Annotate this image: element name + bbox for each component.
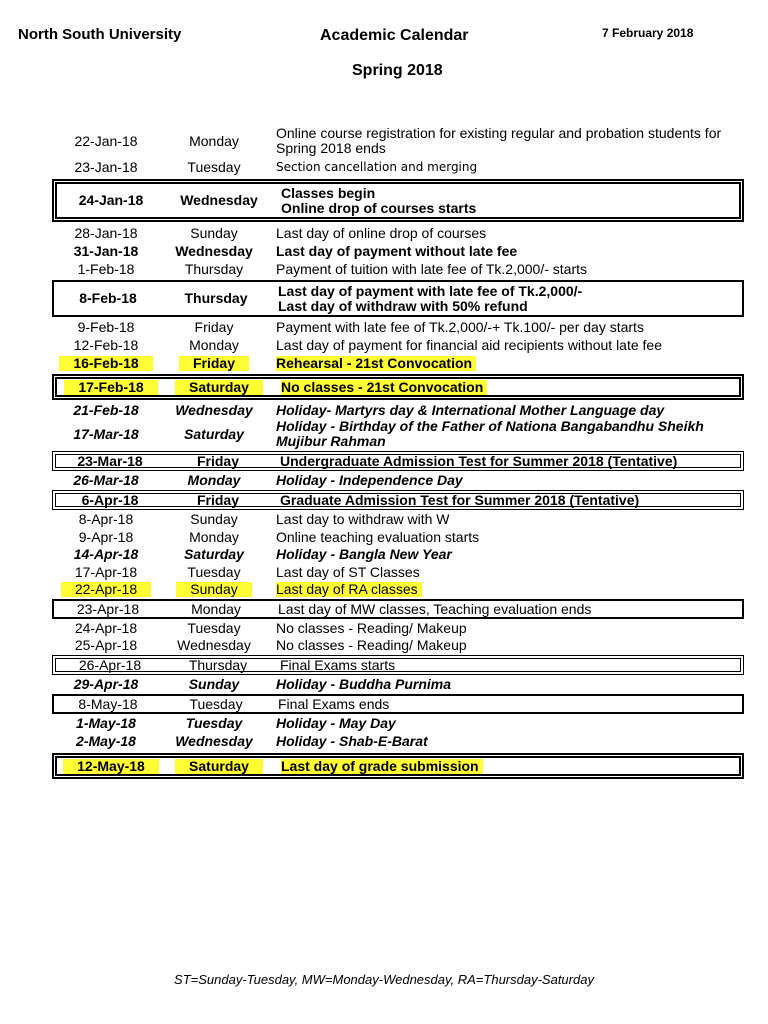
day-cell xyxy=(160,242,268,260)
calendar-row xyxy=(52,510,744,528)
calendar-row xyxy=(52,336,744,354)
calendar-row xyxy=(52,451,744,471)
event-cell-text: Online course registration for existing regular and probation students for Spring 2018 ends xyxy=(276,125,722,156)
day-cell-text: Tuesday xyxy=(185,714,243,731)
date-cell xyxy=(57,758,165,774)
calendar-row xyxy=(52,490,744,510)
day-cell-text: Friday xyxy=(196,452,239,469)
term-title: Spring 2018 xyxy=(352,62,443,79)
day-cell-text: Tuesday xyxy=(189,695,243,712)
day-cell xyxy=(160,123,268,159)
event-cell xyxy=(281,758,747,774)
document-date: 7 February 2018 xyxy=(602,26,694,40)
event-cell xyxy=(280,491,746,508)
document-title: Academic Calendar xyxy=(320,27,469,44)
calendar-row xyxy=(52,619,744,637)
date-cell xyxy=(52,159,160,176)
date-cell xyxy=(52,123,160,159)
event-cell xyxy=(278,601,744,617)
event-cell-text: Last day of online drop of courses xyxy=(276,224,487,241)
day-cell-text: Tuesday xyxy=(187,563,241,580)
date-cell-text: 24-Jan-18 xyxy=(78,192,144,208)
day-cell xyxy=(165,379,273,395)
event-cell xyxy=(276,714,742,732)
event-cell-text: Last day to withdraw with W xyxy=(276,510,450,527)
day-cell xyxy=(165,184,273,217)
event-cell-text: Last day of payment without late fee xyxy=(276,242,518,259)
calendar-row xyxy=(52,419,744,449)
day-cell-text: Saturday xyxy=(184,425,244,442)
day-cell xyxy=(160,318,268,336)
day-cell-text: Sunday xyxy=(176,582,251,597)
date-cell-text: 23-Mar-18 xyxy=(77,452,143,469)
event-cell-text: Last day of ST Classes xyxy=(276,563,420,580)
date-cell xyxy=(56,452,164,469)
event-cell xyxy=(276,732,742,750)
date-cell-text: 6-Apr-18 xyxy=(81,491,139,508)
date-cell xyxy=(52,419,160,449)
day-cell-text: Thursday xyxy=(184,290,248,306)
event-cell xyxy=(276,636,742,654)
event-cell-text: Holiday - Buddha Purnima xyxy=(276,675,452,692)
event-cell xyxy=(276,336,742,354)
date-cell xyxy=(52,471,160,489)
event-cell-text: Classes begin Online drop of courses starts xyxy=(281,184,477,216)
event-cell xyxy=(281,379,747,395)
date-cell-text: 16-Feb-18 xyxy=(59,356,152,371)
day-cell xyxy=(160,336,268,354)
calendar-row xyxy=(52,318,744,336)
date-cell xyxy=(56,656,164,673)
day-cell xyxy=(164,452,272,469)
date-cell-text: 12-May-18 xyxy=(63,759,159,774)
event-cell xyxy=(276,242,742,260)
day-cell-text: Monday xyxy=(189,336,239,353)
calendar-row xyxy=(52,159,744,176)
day-cell xyxy=(160,471,268,489)
date-cell-text: 8-May-18 xyxy=(78,695,138,712)
date-cell-text: 9-Apr-18 xyxy=(78,528,134,545)
day-cell-text: Wednesday xyxy=(177,636,251,653)
event-cell-text: Final Exams starts xyxy=(280,656,396,673)
calendar-row xyxy=(52,401,744,419)
calendar-row xyxy=(52,655,744,675)
date-cell xyxy=(54,696,162,712)
calendar-row xyxy=(52,675,744,693)
date-cell xyxy=(56,491,164,508)
date-cell-text: 9-Feb-18 xyxy=(77,318,135,335)
calendar-row xyxy=(52,753,744,779)
calendar-row xyxy=(52,580,744,598)
date-cell-text: 2-May-18 xyxy=(76,732,136,749)
date-cell-text: 17-Mar-18 xyxy=(73,425,139,442)
date-cell-text: 17-Feb-18 xyxy=(64,380,157,395)
date-cell xyxy=(52,336,160,354)
calendar-row xyxy=(52,599,744,619)
calendar-row xyxy=(52,732,744,750)
date-cell-text: 1-Feb-18 xyxy=(77,260,135,277)
event-cell xyxy=(276,471,742,489)
date-cell xyxy=(52,732,160,750)
event-cell xyxy=(276,580,742,598)
event-cell-text: Payment of tuition with late fee of Tk.2,000/- starts xyxy=(276,260,588,277)
day-cell-text: Wednesday xyxy=(175,401,253,418)
day-cell-text: Sunday xyxy=(190,224,238,241)
calendar-row xyxy=(52,242,744,260)
day-cell xyxy=(160,675,268,693)
day-cell-text: Monday xyxy=(191,600,241,617)
event-cell-text: Last day of payment with late fee of Tk.2,000/- Last day of withdraw with 50% refund xyxy=(278,282,583,314)
date-cell xyxy=(57,379,165,395)
day-cell-text: Wednesday xyxy=(175,732,253,749)
event-cell-text: Last day of MW classes, Teaching evaluation ends xyxy=(278,600,592,617)
calendar-row xyxy=(52,374,744,400)
date-cell-text: 26-Mar-18 xyxy=(73,471,139,488)
date-cell-text: 23-Jan-18 xyxy=(74,159,138,175)
event-cell-text: Rehearsal - 21st Convocation xyxy=(276,356,476,371)
date-cell xyxy=(52,675,160,693)
date-cell-text: 17-Apr-18 xyxy=(74,563,138,580)
event-cell-text: Holiday- Martyrs day & International Mother Language day xyxy=(276,401,665,418)
day-cell-text: Friday xyxy=(179,356,249,371)
date-cell xyxy=(52,545,160,563)
day-cell-text: Saturday xyxy=(175,380,263,395)
event-cell-text: Holiday - Birthday of the Father of Nationa Bangabandhu Sheikh Mujibur Rahman xyxy=(276,418,704,449)
date-cell xyxy=(52,714,160,732)
event-cell xyxy=(278,282,744,315)
event-cell-text: No classes - 21st Convocation xyxy=(281,380,487,395)
day-cell xyxy=(160,714,268,732)
event-cell-text: Holiday - Independence Day xyxy=(276,471,463,488)
day-cell xyxy=(160,545,268,563)
day-cell xyxy=(160,528,268,546)
calendar-row xyxy=(52,563,744,581)
day-cell xyxy=(164,491,272,508)
day-cell xyxy=(160,401,268,419)
day-cell xyxy=(162,282,270,315)
event-cell-text: Final Exams ends xyxy=(278,695,390,712)
event-cell-text: Section cancellation and merging xyxy=(276,160,478,174)
calendar-row xyxy=(52,636,744,654)
calendar-row xyxy=(52,224,744,242)
day-cell-text: Tuesday xyxy=(187,159,241,175)
calendar-row xyxy=(52,694,744,714)
event-cell xyxy=(276,528,742,546)
event-cell xyxy=(276,419,742,449)
day-cell-text: Monday xyxy=(187,471,241,488)
university-name: North South University xyxy=(18,26,182,43)
footnote: ST=Sunday-Tuesday, MW=Monday-Wednesday, RA=Thursday-Saturday xyxy=(174,972,594,987)
day-cell-text: Saturday xyxy=(175,759,263,774)
date-cell xyxy=(52,619,160,637)
day-cell xyxy=(160,732,268,750)
day-cell-text: Friday xyxy=(194,318,234,335)
calendar-row xyxy=(52,280,744,317)
event-cell-text: Holiday - Shab-E-Barat xyxy=(276,732,428,749)
date-cell xyxy=(52,354,160,372)
event-cell xyxy=(276,563,742,581)
event-cell xyxy=(276,510,742,528)
day-cell xyxy=(160,580,268,598)
date-cell-text: 22-Jan-18 xyxy=(74,132,138,149)
day-cell xyxy=(160,159,268,176)
event-cell xyxy=(281,184,747,217)
date-cell-text: 24-Apr-18 xyxy=(74,619,138,636)
day-cell xyxy=(160,224,268,242)
day-cell-text: Tuesday xyxy=(187,619,241,636)
day-cell-text: Wednesday xyxy=(175,242,253,259)
day-cell-text: Thursday xyxy=(184,260,244,277)
date-cell xyxy=(54,282,162,315)
day-cell-text: Wednesday xyxy=(180,192,258,208)
day-cell xyxy=(162,696,270,712)
date-cell xyxy=(52,224,160,242)
date-cell xyxy=(52,636,160,654)
day-cell-text: Sunday xyxy=(190,510,238,527)
date-cell-text: 26-Apr-18 xyxy=(78,656,142,673)
date-cell-text: 29-Apr-18 xyxy=(73,675,139,692)
date-cell-text: 14-Apr-18 xyxy=(73,545,139,562)
event-cell-text: Last day of payment for financial aid recipients without late fee xyxy=(276,336,662,353)
event-cell xyxy=(276,260,742,278)
event-cell-text: No classes - Reading/ Makeup xyxy=(276,619,467,636)
event-cell xyxy=(276,545,742,563)
date-cell-text: 8-Feb-18 xyxy=(79,290,137,306)
date-cell-text: 22-Apr-18 xyxy=(61,582,151,597)
date-cell xyxy=(52,510,160,528)
day-cell xyxy=(162,601,270,617)
day-cell xyxy=(160,619,268,637)
event-cell xyxy=(276,354,742,372)
date-cell-text: 8-Apr-18 xyxy=(78,510,134,527)
date-cell xyxy=(57,184,165,217)
day-cell xyxy=(160,563,268,581)
event-cell-text: Online teaching evaluation starts xyxy=(276,528,480,545)
day-cell xyxy=(160,510,268,528)
day-cell xyxy=(160,260,268,278)
event-cell xyxy=(276,123,742,159)
date-cell xyxy=(52,528,160,546)
event-cell xyxy=(276,159,742,176)
calendar-row xyxy=(52,179,744,222)
event-cell-text: No classes - Reading/ Makeup xyxy=(276,636,467,653)
day-cell xyxy=(165,758,273,774)
event-cell-text: Last day of RA classes xyxy=(276,582,422,597)
date-cell xyxy=(52,242,160,260)
event-cell-text: Last day of grade submission xyxy=(281,759,483,774)
date-cell-text: 25-Apr-18 xyxy=(74,636,138,653)
day-cell xyxy=(160,636,268,654)
event-cell-text: Holiday - Bangla New Year xyxy=(276,545,452,562)
date-cell-text: 1-May-18 xyxy=(76,714,136,731)
calendar-table xyxy=(52,0,744,1024)
calendar-row xyxy=(52,714,744,732)
date-cell-text: 21-Feb-18 xyxy=(73,401,139,418)
event-cell xyxy=(276,619,742,637)
event-cell-text: Holiday - May Day xyxy=(276,714,396,731)
event-cell-text: Graduate Admission Test for Summer 2018 (Tentative) xyxy=(280,491,640,508)
date-cell xyxy=(52,563,160,581)
date-cell-text: 28-Jan-18 xyxy=(74,224,138,241)
event-cell xyxy=(278,696,744,712)
date-cell-text: 31-Jan-18 xyxy=(73,242,139,259)
date-cell xyxy=(54,601,162,617)
calendar-row xyxy=(52,528,744,546)
date-cell xyxy=(52,260,160,278)
event-cell xyxy=(280,452,746,469)
date-cell-text: 23-Apr-18 xyxy=(76,600,140,617)
day-cell xyxy=(164,656,272,673)
day-cell-text: Monday xyxy=(189,132,239,149)
day-cell-text: Friday xyxy=(196,491,239,508)
event-cell xyxy=(276,318,742,336)
calendar-row xyxy=(52,471,744,489)
event-cell xyxy=(276,675,742,693)
day-cell xyxy=(160,354,268,372)
date-cell xyxy=(52,401,160,419)
day-cell-text: Sunday xyxy=(188,675,240,692)
event-cell-text: Payment with late fee of Tk.2,000/-+ Tk.100/- per day starts xyxy=(276,318,644,335)
day-cell-text: Monday xyxy=(189,528,239,545)
day-cell-text: Thursday xyxy=(188,656,248,673)
event-cell xyxy=(280,656,746,673)
event-cell-text: Undergraduate Admission Test for Summer 2018 (Tentative) xyxy=(280,452,678,469)
day-cell-text: Saturday xyxy=(184,545,244,562)
event-cell xyxy=(276,224,742,242)
calendar-row xyxy=(52,545,744,563)
calendar-row xyxy=(52,260,744,278)
calendar-row xyxy=(52,123,744,159)
day-cell xyxy=(160,419,268,449)
event-cell xyxy=(276,401,742,419)
date-cell xyxy=(52,580,160,598)
calendar-row xyxy=(52,354,744,372)
date-cell-text: 12-Feb-18 xyxy=(73,336,139,353)
date-cell xyxy=(52,318,160,336)
